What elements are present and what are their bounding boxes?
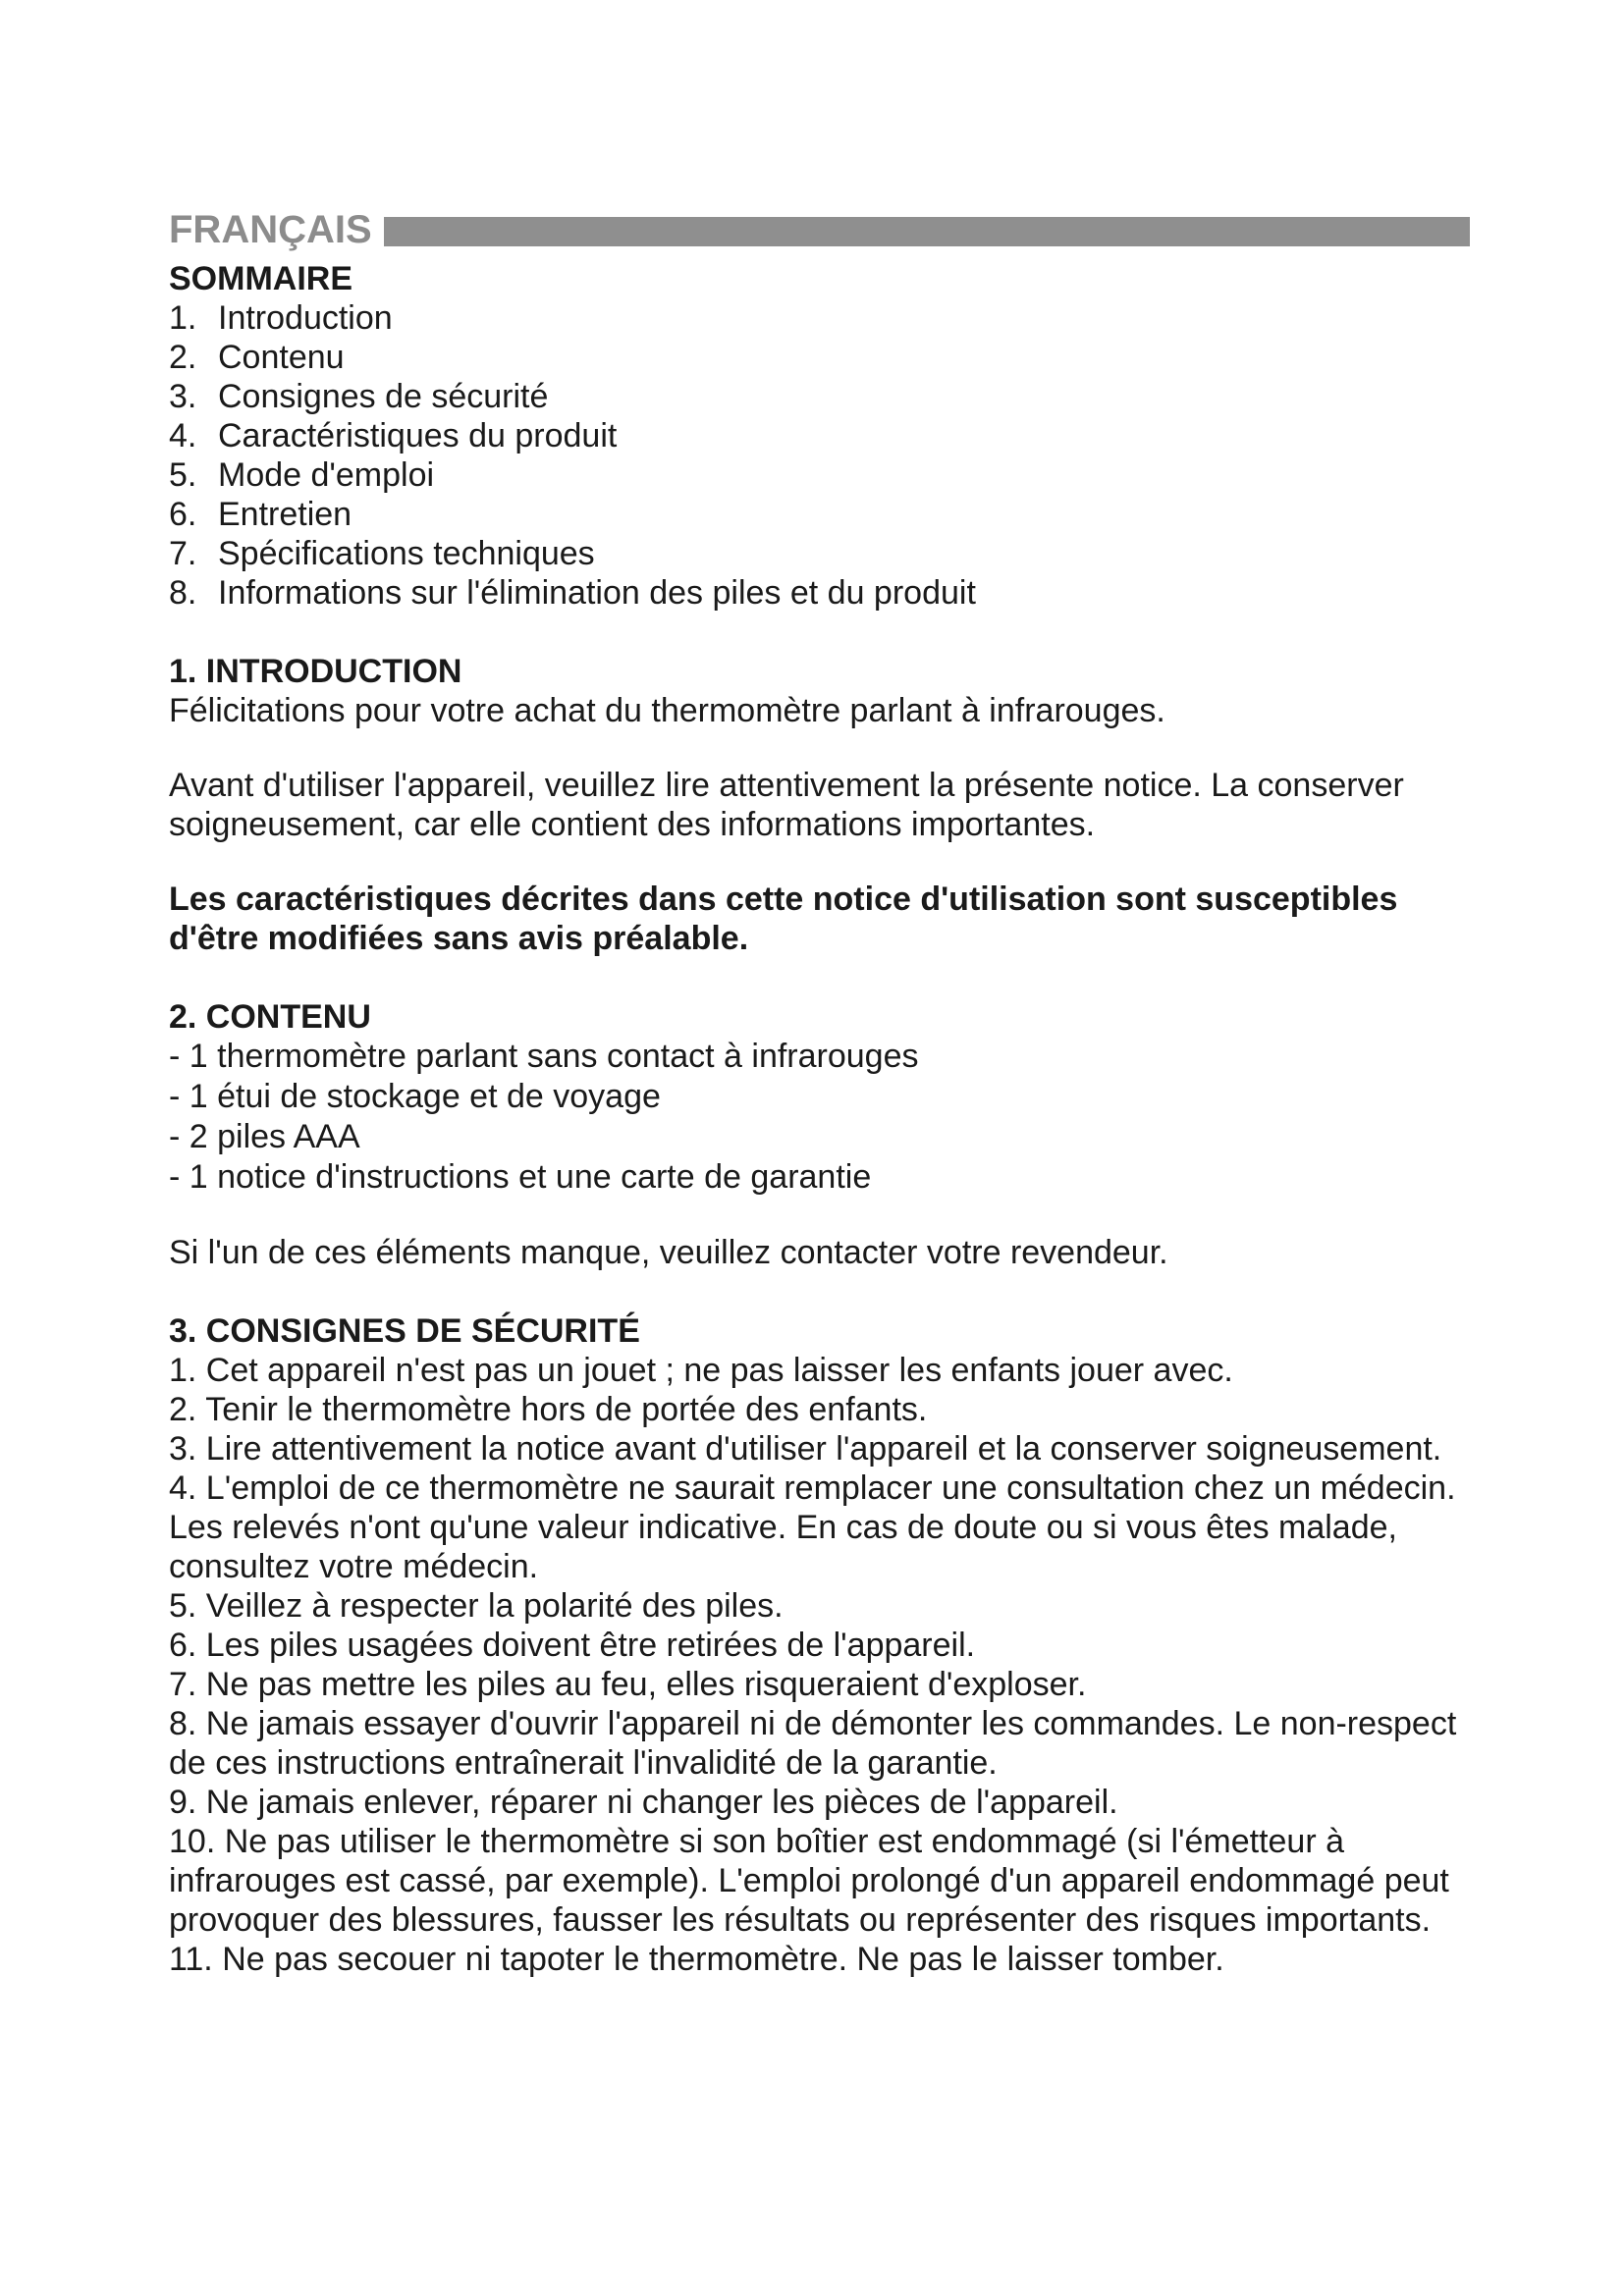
sommaire-list: [169, 298, 1470, 613]
language-title: FRANÇAIS: [169, 208, 372, 251]
list-item: 4. L'emploi de ce thermomètre ne saurait remplacer une consultation chez un médecin. Les relevés n'ont qu'une valeur indicative. En cas de doute ou si vous êtes malade, consultez votre médecin.: [169, 1469, 1456, 1585]
header-bar: [384, 217, 1470, 246]
contenu-footer: Si l'un de ces éléments manque, veuillez contacter votre revendeur.: [169, 1234, 1168, 1271]
list-item: - 1 notice d'instructions et une carte de garantie: [169, 1158, 872, 1196]
list-item: 5. Veillez à respecter la polarité des piles.: [169, 1587, 784, 1625]
toc-item: 1. Introduction: [169, 299, 393, 337]
contenu-list: [169, 1037, 1470, 1198]
language-header: [169, 200, 1470, 259]
sommaire-title: SOMMAIRE: [169, 260, 352, 297]
toc-item: 8. Informations sur l'élimination des piles et du produit: [169, 574, 976, 612]
securite-list: [169, 1351, 1470, 1979]
list-item: 10. Ne pas utiliser le thermomètre si son boîtier est endommagé (si l'émetteur à infrarouges est cassé, par exemple). L'emploi prolongé d'un appareil endommagé peut provoquer des blessures, fausser les résultats ou représenter des risques importants.: [169, 1823, 1449, 1939]
list-item: - 1 thermomètre parlant sans contact à infrarouges: [169, 1038, 919, 1075]
list-item: 3. Lire attentivement la notice avant d'utiliser l'appareil et la conserver soigneusement.: [169, 1430, 1442, 1468]
document-page: [169, 200, 1470, 1979]
list-item: 8. Ne jamais essayer d'ouvrir l'appareil ni de démonter les commandes. Le non-respect de ces instructions entraînerait l'invalidité de la garantie.: [169, 1705, 1457, 1782]
introduction-paragraph: Avant d'utiliser l'appareil, veuillez lire attentivement la présente notice. La conserver soigneusement, car elle contient des informations importantes.: [169, 767, 1404, 843]
toc-item: 2. Contenu: [169, 339, 345, 376]
toc-item: 5. Mode d'emploi: [169, 456, 435, 494]
introduction-note: Les caractéristiques décrites dans cette notice d'utilisation sont susceptibles d'être modifiées sans avis préalable.: [169, 881, 1398, 957]
list-item: - 1 étui de stockage et de voyage: [169, 1078, 661, 1115]
toc-item: 6. Entretien: [169, 496, 352, 533]
introduction-paragraph: Félicitations pour votre achat du thermomètre parlant à infrarouges.: [169, 692, 1165, 729]
introduction-title: 1. INTRODUCTION: [169, 653, 462, 690]
toc-item: 4. Caractéristiques du produit: [169, 417, 618, 454]
securite-title: 3. CONSIGNES DE SÉCURITÉ: [169, 1312, 640, 1350]
toc-item: 3. Consignes de sécurité: [169, 378, 549, 415]
list-item: 9. Ne jamais enlever, réparer ni changer les pièces de l'appareil.: [169, 1784, 1118, 1821]
list-item: 1. Cet appareil n'est pas un jouet ; ne pas laisser les enfants jouer avec.: [169, 1352, 1233, 1389]
list-item: 7. Ne pas mettre les piles au feu, elles risqueraient d'exploser.: [169, 1666, 1087, 1703]
list-item: 11. Ne pas secouer ni tapoter le thermomètre. Ne pas le laisser tomber.: [169, 1941, 1224, 1978]
list-item: - 2 piles AAA: [169, 1118, 360, 1155]
list-item: 6. Les piles usagées doivent être retirées de l'appareil.: [169, 1627, 976, 1664]
contenu-title: 2. CONTENU: [169, 998, 371, 1036]
list-item: 2. Tenir le thermomètre hors de portée des enfants.: [169, 1391, 928, 1428]
toc-item: 7. Spécifications techniques: [169, 535, 595, 572]
